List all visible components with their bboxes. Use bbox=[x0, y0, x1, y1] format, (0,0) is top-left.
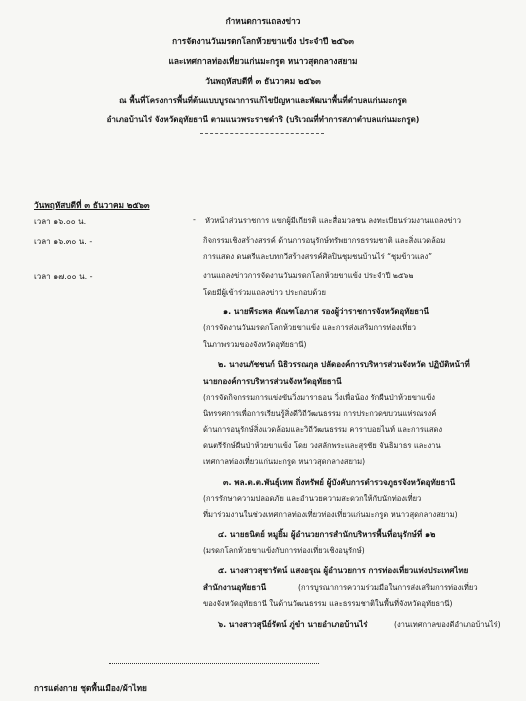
speaker-3: ๓. พล.ต.ต.พันธุ์เทพ ถิ่งทรัพย์ ผู้บังคับการตำรวจภูธรจังหวัดอุทัยธานี bbox=[223, 478, 456, 487]
speaker-5-office: สำนักงานอุทัยธานี bbox=[203, 583, 267, 592]
item-registration: หัวหน้าส่วนราชการ แขกผู้มีเกียรติ และสื่อมวลชน ลงทะเบียนร่วมงานแถลงข่าว bbox=[205, 216, 461, 225]
doc-title: กำหนดการแถลงข่าว bbox=[225, 16, 301, 26]
speaker-3-topic-2: ที่มาร่วมงานในช่วงเทศกาลท่องเที่ยวท่องเที่ยวแก่นมะกรูด หนาวสุดกลางสยาม) bbox=[203, 510, 458, 519]
time-1600: เวลา ๑๖.๐๐ น. bbox=[34, 217, 87, 226]
item-press-line-2: โดยมีผู้เข้าร่วมแถลงข่าว ประกอบด้วย bbox=[203, 288, 326, 297]
item-activity-line-2: การแสดง ดนตรีและบทกวีสร้างสรรค์ศิลปินชุมชนบ้านไร่ “ชุมข้าวแลง” bbox=[203, 252, 433, 261]
event-title: การจัดงานวันมรดกโลกห้วยขาแข้ง ประจำปี ๒๕๖๓ bbox=[172, 36, 354, 46]
item-activity-line-1: กิจกรรมเชิงสร้างสรรค์ ด้านการอนุรักษ์ทรัพยากรธรรมชาติ และสิ่งแวดล้อม bbox=[203, 236, 446, 245]
speaker-6-topic: (งานเทศกาลของดีอำเภอบ้านไร่) bbox=[394, 620, 501, 629]
separator-line bbox=[109, 663, 319, 664]
speaker-6: ๖. นางสาวสุนีย์รัตน์ ภู่ขำ นายอำเภอบ้านไร่ bbox=[218, 620, 368, 629]
time-1630: เวลา ๑๖.๓๐ น. - bbox=[34, 237, 93, 246]
speaker-2-position: นายกองค์การบริหารส่วนจังหวัดอุทัยธานี bbox=[203, 377, 342, 386]
item-dash: - bbox=[193, 215, 196, 224]
time-1700: เวลา ๑๗.๐๐ น. - bbox=[34, 272, 93, 281]
speaker-2-topic-4: ดนตรีรักษ์ผืนป่าห้วยขาแข้ง โดย วงสลักพระและสุรชัย จันธิมาธร และงาน bbox=[203, 441, 441, 450]
venue-line-1: ณ พื้นที่โครงการพื้นที่ต้นแบบบูรณาการแก้ไขปัญหาและพัฒนาพื้นที่ตำบลแก่นมะกรูด bbox=[119, 96, 407, 105]
speaker-4-topic: (มรดกโลกห้วยขาแข้งกับการท่องเที่ยวเชิงอนุรักษ์) bbox=[203, 546, 365, 555]
speaker-2-topic-2: นิทรรศการเพื่อการเรียนรู้สิ่งดีวิถีวัฒนธรรม การประกวดขบวนแห่รณรงค์ bbox=[203, 409, 437, 418]
speaker-5-topic-1: (การบูรณาการความร่วมมือในการส่งเสริมการท่องเที่ยว bbox=[298, 583, 478, 592]
header-divider bbox=[200, 133, 324, 134]
item-press-line-1: งานแถลงข่าวการจัดงานวันมรดกโลกห้วยขาแข้ง ประจำปี ๒๕๖๒ bbox=[203, 271, 414, 280]
speaker-2-topic-3: ด้านการอนุรักษ์สิ่งแวดล้อมและวิถีวัฒนธรรม คาราบอยไนท์ และการแสดง bbox=[203, 425, 443, 434]
speaker-4: ๔. นายธนิตย์ หมูยิ้ม ผู้อำนวยการสำนักบริหารพื้นที่อนุรักษ์ที่ ๑๒ bbox=[218, 530, 436, 539]
festival-title: และเทศกาลท่องเที่ยวแก่นมะกรูด หนาวสุดกลางสยาม bbox=[168, 56, 358, 66]
speaker-1: ๑. นายพีระพล คัณฑโอภาส รองผู้ว่าราชการจังหวัดอุทัยธานี bbox=[223, 307, 430, 316]
speaker-2: ๒. นางนภัชชนก์ นิธิวรรณกุล ปลัดองค์การบริหารส่วนจังหวัด ปฏิบัติหน้าที่ bbox=[218, 360, 470, 369]
venue-line-2: อำเภอบ้านไร่ จังหวัดอุทัยธานี ตามแนวพระราชดำริ (บริเวณที่ทำการสภาตำบลแก่นมะกรูด) bbox=[106, 115, 420, 124]
dress-code: การแต่งกาย ชุดพื้นเมือง/ผ้าไทย bbox=[34, 683, 147, 693]
speaker-5-topic-2: ของจังหวัดอุทัยธานี ในด้านวัฒนธรรม และธรรมชาติในพื้นที่จังหวัดอุทัยธานี) bbox=[203, 599, 453, 608]
speaker-1-topic-1: (การจัดงานวันมรดกโลกห้วยขาแข้ง และการส่งเสริมการท่องเที่ยว bbox=[203, 323, 416, 332]
schedule-date: วันพฤหัสบดีที่ ๓ ธันวาคม ๒๕๖๓ bbox=[34, 200, 150, 210]
speaker-5: ๕. นางสาวสุชารัตน์ แสงอรุณ ผู้อำนวยการ การท่องเที่ยวแห่งประเทศไทย bbox=[218, 566, 469, 575]
speaker-1-topic-2: ในภาพรวมของจังหวัดอุทัยธานี) bbox=[203, 340, 307, 349]
speaker-3-topic-1: (การรักษาความปลอดภัย และอำนวยความสะดวกให้กับนักท่องเที่ยว bbox=[203, 494, 422, 503]
speaker-2-topic-1: (การจัดกิจกรรมการแข่งขันวิ่งมาราธอน วิ่งเพื่อน้อง รักผืนป่าห้วยขาแข้ง bbox=[203, 393, 435, 402]
event-date: วันพฤหัสบดีที่ ๓ ธันวาคม ๒๕๖๓ bbox=[205, 76, 321, 86]
speaker-2-topic-5: เทศกาลท่องเที่ยวแก่นมะกรูด หนาวสุดกลางสยาม) bbox=[203, 457, 366, 466]
